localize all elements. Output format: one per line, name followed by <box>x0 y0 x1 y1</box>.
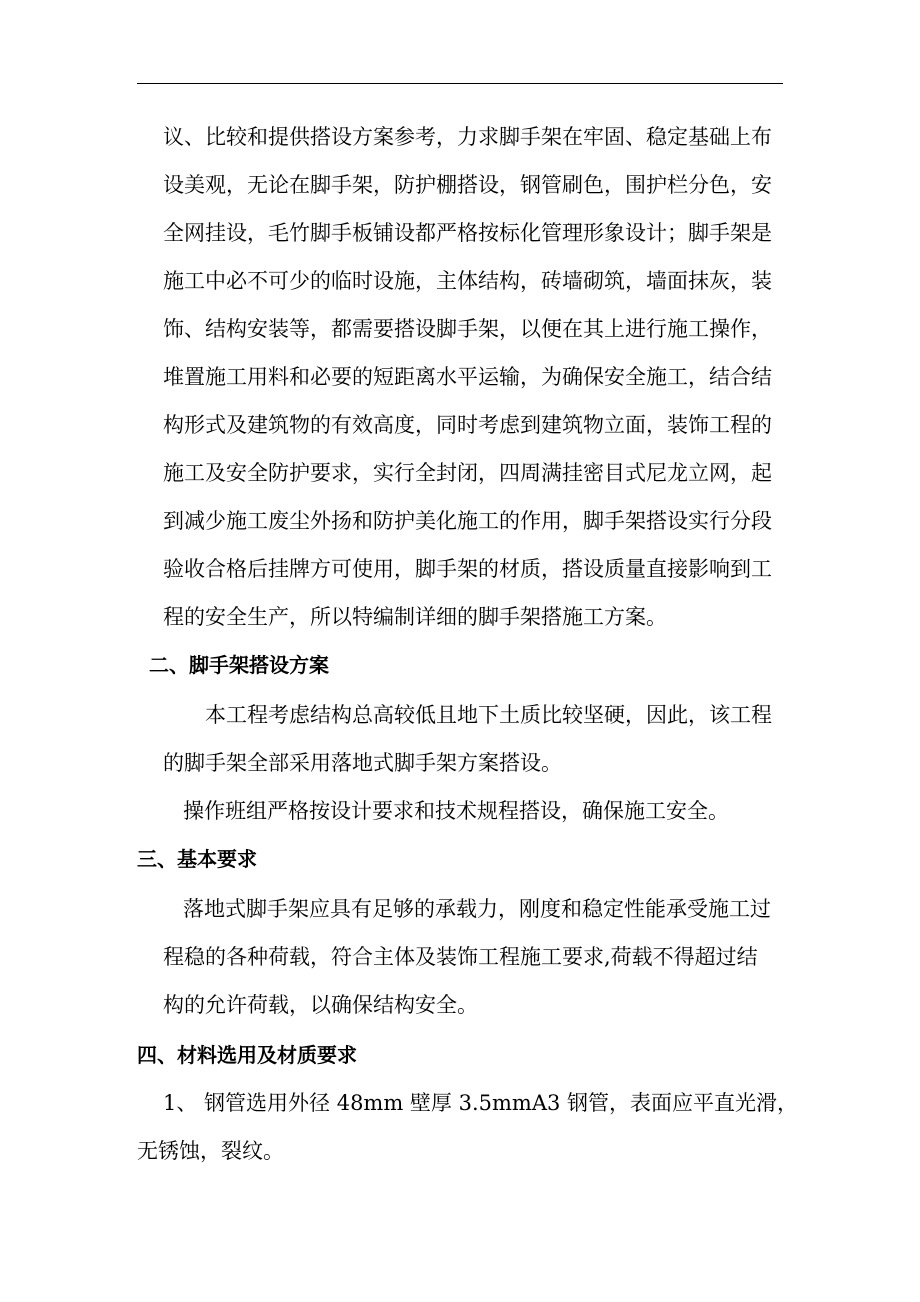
text-line: 1、 钢管选用外径 48mm 壁厚 3.5mmA3 钢管，表面应平直光滑， <box>163 1091 799 1115</box>
section-2-paragraph-2: 操作班组严格按设计要求和技术规程搭设，确保施工安全。 <box>183 799 729 823</box>
text-line: 议、比较和提供搭设方案参考，力求脚手架在牢固、稳定基础上布 <box>163 125 772 149</box>
text-line: 全网挂设，毛竹脚手板铺设都严格按标化管理形象设计；脚手架是 <box>163 221 772 245</box>
section-heading-4: 四、材料选用及材质要求 <box>137 1043 357 1067</box>
text-line: 施工及安全防护要求，实行全封闭，四周满挂密目式尼龙立网，起 <box>163 461 772 485</box>
text-line: 落地式脚手架应具有足够的承载力，刚度和稳定性能承受施工过 <box>183 897 771 921</box>
text-line: 堆置施工用料和必要的短距离水平运输，为确保安全施工，结合结 <box>163 365 772 389</box>
text-line: 的脚手架全部采用落地式脚手架方案搭设。 <box>163 751 562 775</box>
header-rule <box>137 83 783 84</box>
text-line: 构的允许荷载，以确保结构安全。 <box>163 993 478 1017</box>
text-line: 饰、结构安装等，都需要搭设脚手架，以便在其上进行施工操作， <box>163 317 772 341</box>
text-line: 构形式及建筑物的有效高度，同时考虑到建筑物立面，装饰工程的 <box>163 413 772 437</box>
text-line: 到减少施工废尘外扬和防护美化施工的作用，脚手架搭设实行分段 <box>163 509 772 533</box>
text-line: 施工中必不可少的临时设施，主体结构，砖墙砌筑，墙面抹灰，装 <box>163 269 772 293</box>
text-line: 验收合格后挂牌方可使用，脚手架的材质，搭设质量直接影响到工 <box>163 557 772 581</box>
text-line: 程稳的各种荷载，符合主体及装饰工程施工要求,荷载不得超过结 <box>163 945 758 969</box>
text-line: 本工程考虑结构总高较低且地下土质比较坚硬，因此，该工程 <box>205 703 772 727</box>
section-heading-2: 二、脚手架搭设方案 <box>149 653 329 677</box>
text-line: 设美观，无论在脚手架，防护棚搭设，钢管刷色，围护栏分色，安 <box>163 173 772 197</box>
text-line: 程的安全生产，所以特编制详细的脚手架搭施工方案。 <box>163 605 667 629</box>
section-heading-3: 三、基本要求 <box>137 847 257 871</box>
text-line: 无锈蚀，裂纹。 <box>137 1139 284 1163</box>
